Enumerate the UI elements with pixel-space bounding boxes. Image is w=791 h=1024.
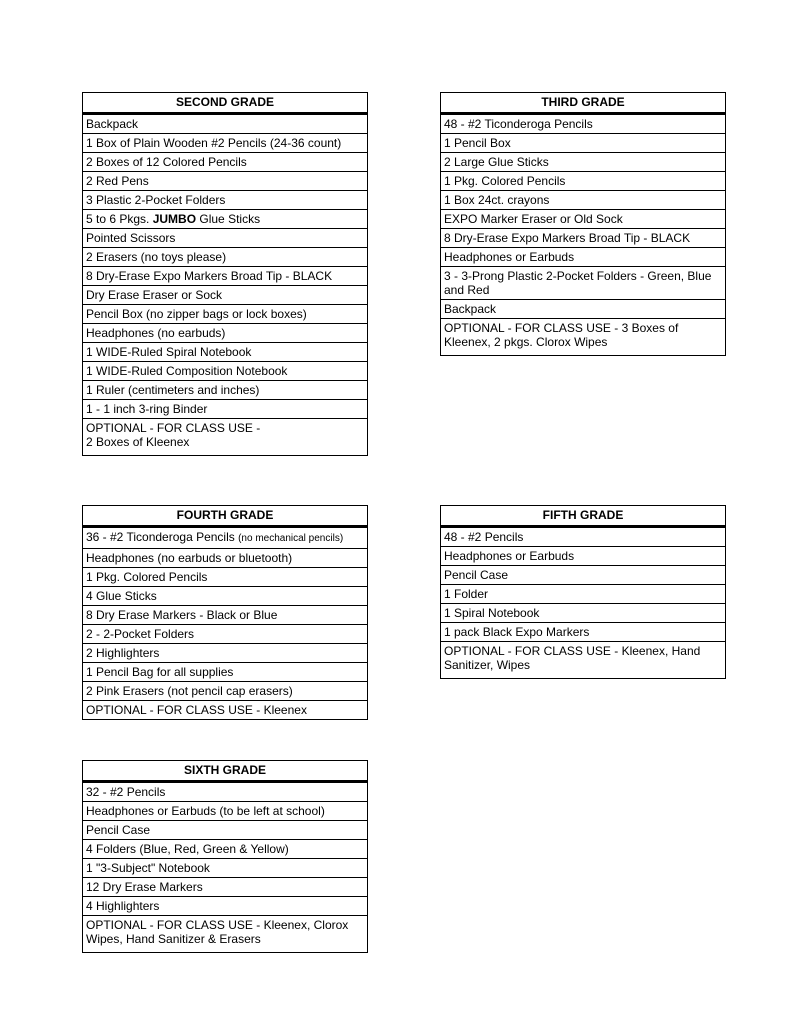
list-item: 4 Glue Sticks [83, 586, 367, 605]
list-item: 2 Erasers (no toys please) [83, 247, 367, 266]
list-item: Pencil Box (no zipper bags or lock boxes) [83, 304, 367, 323]
fifth-grade-table [440, 505, 726, 679]
fifth-grade-title: FIFTH GRADE [441, 506, 725, 527]
list-item: Pencil Case [83, 820, 367, 839]
pencils-note: (no mechanical pencils) [238, 533, 344, 544]
list-item: 8 Dry-Erase Expo Markers Broad Tip - BLACK [441, 228, 725, 247]
sixth-grade-table [82, 760, 368, 953]
list-item-optional: OPTIONAL - FOR CLASS USE - Kleenex, Clorox Wipes, Hand Sanitizer & Erasers [83, 915, 367, 952]
third-grade-title: THIRD GRADE [441, 93, 725, 114]
list-item: 2 Boxes of 12 Colored Pencils [83, 152, 367, 171]
list-item: 32 - #2 Pencils [83, 782, 367, 801]
list-item: Dry Erase Eraser or Sock [83, 285, 367, 304]
list-item: 1 "3-Subject" Notebook [83, 858, 367, 877]
glue-prefix: 5 to 6 Pkgs. [86, 212, 153, 226]
second-grade-title: SECOND GRADE [83, 93, 367, 114]
list-item: 1 Folder [441, 584, 725, 603]
list-item: Headphones (no earbuds or bluetooth) [83, 548, 367, 567]
list-item: Headphones or Earbuds [441, 247, 725, 266]
list-item: 2 Large Glue Sticks [441, 152, 725, 171]
third-grade-table [440, 92, 726, 356]
list-item-glue-sticks [83, 209, 367, 228]
list-item: 4 Folders (Blue, Red, Green & Yellow) [83, 839, 367, 858]
list-item: 2 Red Pens [83, 171, 367, 190]
list-item: 3 Plastic 2-Pocket Folders [83, 190, 367, 209]
list-item-optional: OPTIONAL - FOR CLASS USE - Kleenex [83, 700, 367, 719]
fourth-grade-table [82, 505, 368, 720]
list-item: Headphones or Earbuds [441, 546, 725, 565]
list-item: 1 Spiral Notebook [441, 603, 725, 622]
list-item: 1 pack Black Expo Markers [441, 622, 725, 641]
optional-line-2: 2 Boxes of Kleenex [86, 435, 190, 449]
list-item: 1 Box of Plain Wooden #2 Pencils (24-36 count) [83, 133, 367, 152]
list-item: 2 Pink Erasers (not pencil cap erasers) [83, 681, 367, 700]
list-item: Backpack [441, 299, 725, 318]
list-item: 1 Pkg. Colored Pencils [441, 171, 725, 190]
list-item: 2 Highlighters [83, 643, 367, 662]
list-item: 8 Dry Erase Markers - Black or Blue [83, 605, 367, 624]
glue-suffix: Glue Sticks [196, 212, 261, 226]
list-item: 2 - 2-Pocket Folders [83, 624, 367, 643]
list-item: Pencil Case [441, 565, 725, 584]
list-item: 3 - 3-Prong Plastic 2-Pocket Folders - Green, Blue and Red [441, 266, 725, 299]
list-item: 48 - #2 Ticonderoga Pencils [441, 114, 725, 133]
list-item: 48 - #2 Pencils [441, 527, 725, 546]
fourth-grade-title: FOURTH GRADE [83, 506, 367, 527]
list-item-optional: OPTIONAL - FOR CLASS USE - 3 Boxes of Kleenex, 2 pkgs. Clorox Wipes [441, 318, 725, 355]
list-item: Pointed Scissors [83, 228, 367, 247]
second-grade-table [82, 92, 368, 456]
list-item: 1 Ruler (centimeters and inches) [83, 380, 367, 399]
list-item: 4 Highlighters [83, 896, 367, 915]
list-item-pencils [83, 527, 367, 548]
list-item: 1 WIDE-Ruled Spiral Notebook [83, 342, 367, 361]
list-item: 1 Pencil Bag for all supplies [83, 662, 367, 681]
list-item: Headphones (no earbuds) [83, 323, 367, 342]
list-item: 12 Dry Erase Markers [83, 877, 367, 896]
pencils-main: 36 - #2 Ticonderoga Pencils [86, 530, 239, 544]
optional-line-1: OPTIONAL - FOR CLASS USE - [86, 421, 261, 435]
list-item: 1 Pkg. Colored Pencils [83, 567, 367, 586]
list-item: 1 Pencil Box [441, 133, 725, 152]
list-item: 8 Dry-Erase Expo Markers Broad Tip - BLACK [83, 266, 367, 285]
list-item-optional: OPTIONAL - FOR CLASS USE - Kleenex, Hand Sanitizer, Wipes [441, 641, 725, 678]
list-item: Headphones or Earbuds (to be left at school) [83, 801, 367, 820]
glue-jumbo: JUMBO [152, 212, 197, 226]
sixth-grade-title: SIXTH GRADE [83, 761, 367, 782]
list-item: 1 - 1 inch 3-ring Binder [83, 399, 367, 418]
list-item-optional [83, 418, 367, 455]
list-item: 1 WIDE-Ruled Composition Notebook [83, 361, 367, 380]
list-item: 1 Box 24ct. crayons [441, 190, 725, 209]
list-item: EXPO Marker Eraser or Old Sock [441, 209, 725, 228]
list-item: Backpack [83, 114, 367, 133]
